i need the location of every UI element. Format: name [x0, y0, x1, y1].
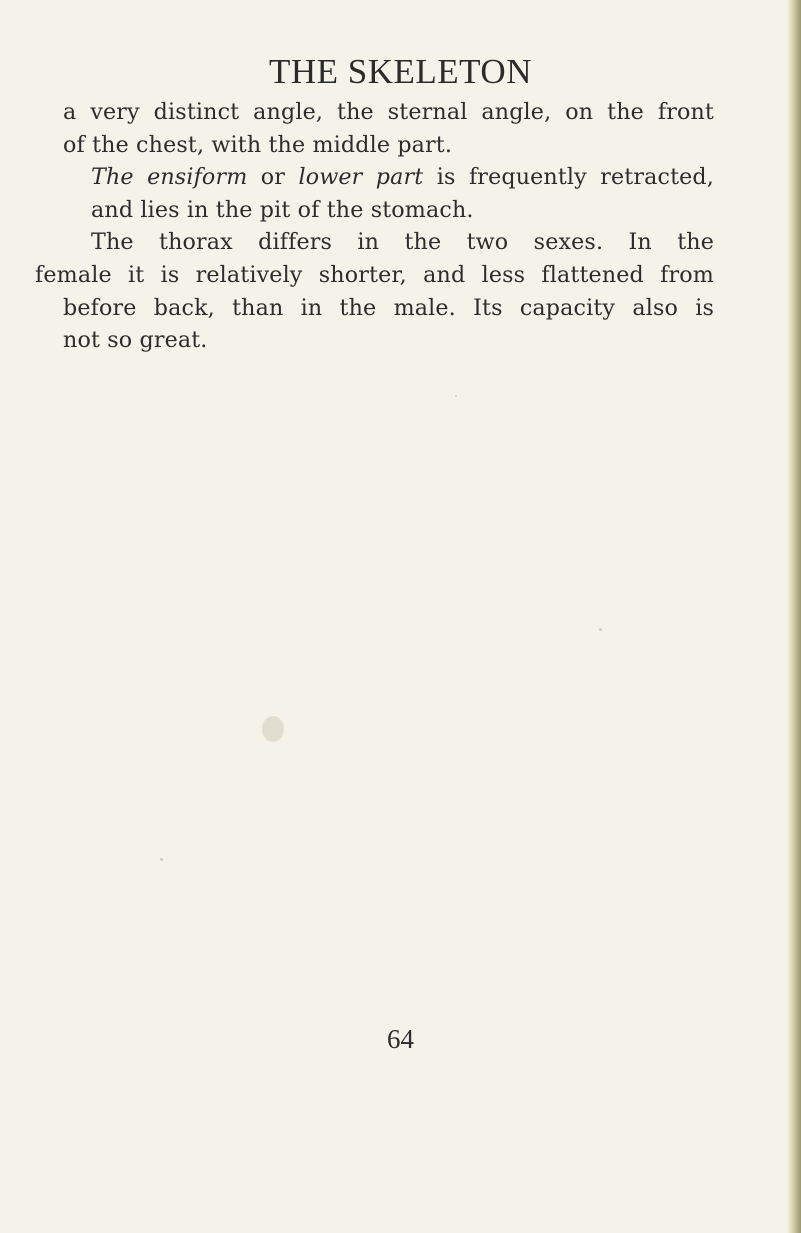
paragraph-3 [35, 226, 714, 356]
text-line: not so great. [63, 327, 208, 354]
page-number: 64 [387, 1024, 414, 1054]
text-line: a very distinct angle, the sternal angle, on the front [63, 99, 714, 125]
paragraph-2 [63, 161, 714, 226]
paper-speck [455, 395, 457, 397]
text-fragment: is frequently retracted, [423, 164, 714, 191]
italic-term: lower part [298, 164, 424, 191]
body-text [35, 96, 714, 357]
paper-speck [262, 716, 284, 742]
text-line: before back, than in the male. Its capacity also is [63, 294, 714, 321]
paragraph-1 [63, 96, 714, 161]
text-line: The thorax differs in the two sexes. In the [91, 229, 714, 256]
text-line [63, 161, 714, 194]
paper-speck [599, 628, 602, 631]
italic-term: The ensiform [91, 164, 248, 191]
text-fragment: or [247, 164, 299, 191]
text-line: of the chest, with the middle part. [63, 131, 453, 158]
text-line: and lies in the pit of the stomach. [91, 196, 474, 223]
running-head: THE SKELETON [269, 52, 532, 91]
paper-speck [160, 858, 163, 861]
text-line: female it is relatively shorter, and less flattened from [35, 261, 714, 288]
